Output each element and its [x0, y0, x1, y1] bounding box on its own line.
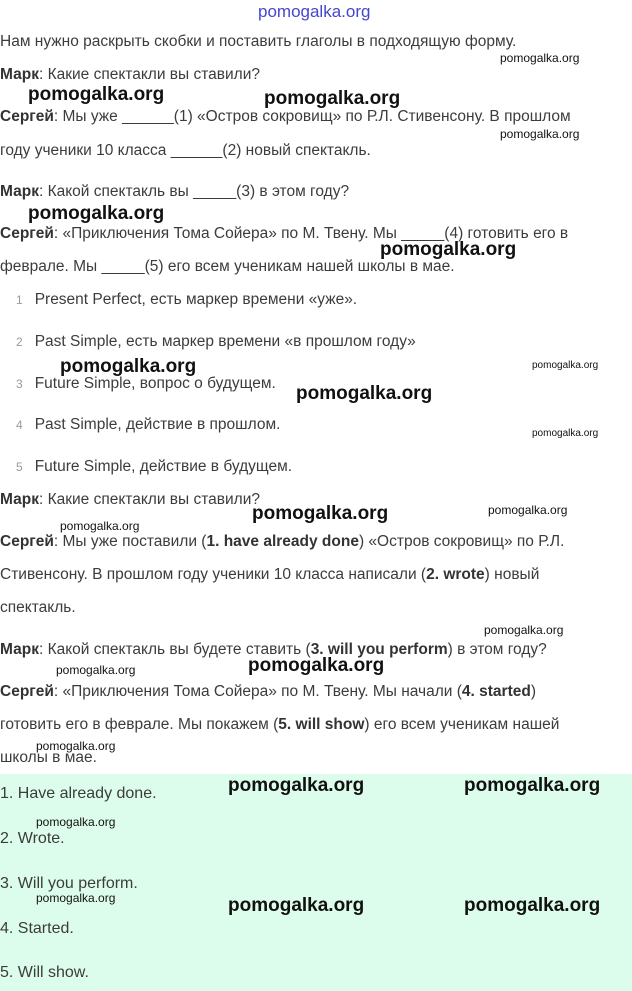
watermark: pomogalka.org	[380, 239, 517, 260]
watermark: pomogalka.org	[464, 895, 601, 916]
watermark: pomogalka.org	[248, 655, 385, 676]
solution-text: ) «Остров сокровищ» по Р.Л.	[358, 533, 565, 550]
answer-item: 5. Will show.	[0, 964, 89, 981]
watermark: pomogalka.org	[464, 775, 601, 796]
solution-text: : «Приключения Тома Сойера» по М. Твену. Мы начали (	[53, 683, 462, 700]
watermark: pomogalka.org	[36, 739, 116, 753]
answer-item: 1. Have already done.	[0, 785, 157, 802]
explanation-item	[16, 416, 280, 434]
watermark: pomogalka.org	[484, 623, 564, 637]
explanation-item	[16, 291, 357, 309]
explanation-text: Past Simple, действие в прошлом.	[34, 416, 281, 433]
watermark: pomogalka.org	[28, 84, 165, 105]
watermark: pomogalka.org	[264, 88, 401, 109]
task-line-4	[0, 183, 349, 201]
site-header-watermark: pomogalka.org	[258, 2, 371, 21]
task-line-5-text: : «Приключения Тома Сойера» по М. Твену. Мы _____(4) готовить его в	[53, 225, 569, 242]
speaker-mark: Марк	[0, 183, 39, 200]
speaker-sergey: Сергей	[0, 533, 54, 550]
answer-item: 3. Will you perform.	[0, 875, 138, 892]
explanation-number: 4	[16, 418, 23, 432]
speaker-mark: Марк	[0, 491, 39, 508]
watermark: pomogalka.org	[500, 51, 580, 65]
answer-highlight: 5. will show	[278, 716, 365, 733]
answer-highlight: 3. will you perform	[310, 641, 448, 658]
task-line-6: феврале. Мы _____(5) его всем ученикам нашей школы в мае.	[0, 258, 455, 275]
solution-line-1	[0, 491, 260, 509]
solution-text: ) новый	[484, 566, 540, 583]
solution-text: ) в этом году?	[447, 641, 547, 658]
watermark: pomogalka.org	[60, 356, 197, 377]
explanation-text: Past Simple, есть маркер времени «в прошлом году»	[34, 333, 416, 350]
explanation-number: 1	[16, 293, 23, 307]
explanation-text: Present Perfect, есть маркер времени «уже».	[34, 291, 358, 308]
solution-text: )	[530, 683, 537, 700]
explanation-item	[16, 333, 416, 351]
watermark: pomogalka.org	[252, 503, 389, 524]
task-line-2-text: : Мы уже ______(1) «Остров сокровищ» по Р.Л. Стивенсону. В прошлом	[53, 108, 571, 125]
watermark: pomogalka.org	[296, 383, 433, 404]
solution-line-8: школы в мае.	[0, 749, 97, 766]
speaker-sergey: Сергей	[0, 225, 54, 242]
watermark: pomogalka.org	[532, 428, 599, 439]
solution-line-4: спектакль.	[0, 599, 76, 616]
explanation-number: 3	[16, 377, 23, 391]
watermark: pomogalka.org	[228, 775, 365, 796]
answer-item: 4. Started.	[0, 920, 74, 937]
watermark: pomogalka.org	[488, 503, 568, 517]
solution-text: : Какой спектакль вы будете ставить (	[38, 641, 311, 658]
explanation-item	[16, 458, 292, 476]
watermark: pomogalka.org	[28, 203, 165, 224]
watermark: pomogalka.org	[60, 519, 140, 533]
watermark: pomogalka.org	[36, 891, 116, 905]
answer-highlight: 4. started	[461, 683, 531, 700]
task-line-1	[0, 66, 260, 84]
intro-text: Нам нужно раскрыть скобки и поставить глаголы в подходящую форму.	[0, 33, 517, 50]
solution-text: ) его всем ученикам нашей	[364, 716, 560, 733]
solution-line-2	[0, 533, 564, 551]
watermark: pomogalka.org	[228, 895, 365, 916]
solution-line-7	[0, 716, 559, 734]
task-line-4-text: : Какой спектакль вы _____(3) в этом году?	[38, 183, 350, 200]
answer-highlight: 1. have already done	[206, 533, 359, 550]
speaker-mark: Марк	[0, 641, 39, 658]
speaker-mark: Марк	[0, 66, 39, 83]
solution-line-6	[0, 683, 536, 701]
solution-text: готовить его в феврале. Мы покажем (	[0, 716, 279, 733]
solution-line-3	[0, 566, 539, 584]
answer-highlight: 2. wrote	[426, 566, 485, 583]
watermark: pomogalka.org	[532, 360, 599, 371]
watermark: pomogalka.org	[56, 663, 136, 677]
watermark: pomogalka.org	[36, 815, 116, 829]
explanation-number: 2	[16, 335, 23, 349]
explanation-text: Future Simple, вопрос о будущем.	[34, 375, 276, 392]
speaker-sergey: Сергей	[0, 683, 54, 700]
solution-text: Стивенсону. В прошлом году ученики 10 класса написали (	[0, 566, 427, 583]
speaker-sergey: Сергей	[0, 108, 54, 125]
solution-line-1-text: : Какие спектакли вы ставили?	[38, 491, 261, 508]
explanation-number: 5	[16, 460, 23, 474]
watermark: pomogalka.org	[500, 127, 580, 141]
task-line-3: году ученики 10 класса ______(2) новый спектакль.	[0, 142, 371, 159]
task-line-2	[0, 108, 571, 126]
task-line-1-text: : Какие спектакли вы ставили?	[38, 66, 261, 83]
answer-item: 2. Wrote.	[0, 830, 65, 847]
solution-text: : Мы уже поставили (	[53, 533, 207, 550]
explanation-text: Future Simple, действие в будущем.	[34, 458, 293, 475]
